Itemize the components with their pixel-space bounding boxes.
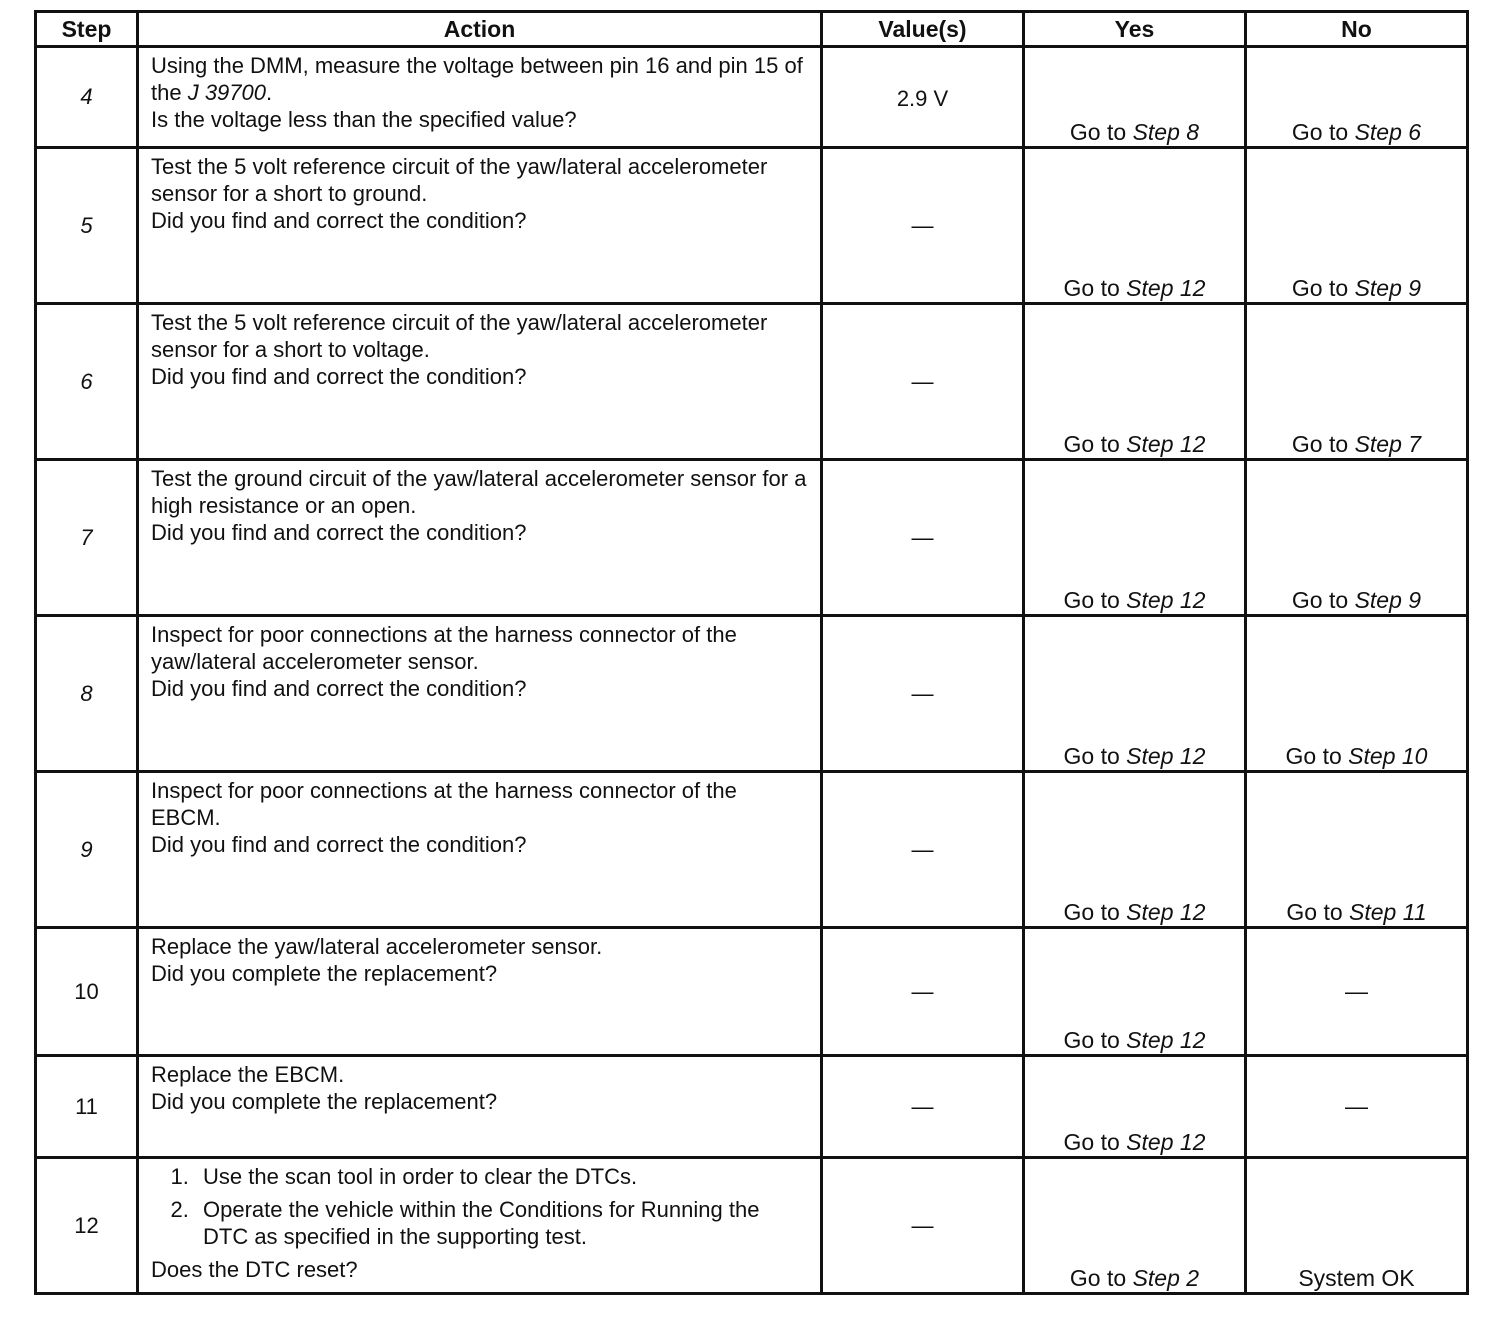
no-cell: Go to Step 10 <box>1246 616 1468 772</box>
no-step-link: Step 9 <box>1354 587 1422 613</box>
value-cell: 2.9 V <box>822 47 1024 148</box>
action-question: Did you find and correct the condition? <box>151 208 527 233</box>
value-cell: — <box>822 304 1024 460</box>
table-row <box>36 304 1468 460</box>
no-cell: Go to Step 7 <box>1246 304 1468 460</box>
step-number: 12 <box>36 1158 138 1294</box>
no-cell: Go to Step 11 <box>1246 772 1468 928</box>
no-step-link: Step 10 <box>1348 743 1428 769</box>
diagnostic-table <box>34 10 1469 1295</box>
no-cell: — <box>1246 1056 1468 1158</box>
yes-cell: Go to Step 8 <box>1024 47 1246 148</box>
step-number: 7 <box>36 460 138 616</box>
action-question: Did you complete the replacement? <box>151 1089 498 1114</box>
action-text: Test the 5 volt reference circuit of the yaw/lateral accelerometer sensor for a short to ground. <box>151 154 768 206</box>
action-cell <box>138 148 822 304</box>
no-cell: Go to Step 9 <box>1246 148 1468 304</box>
value-cell: — <box>822 1056 1024 1158</box>
action-cell <box>138 616 822 772</box>
yes-step-link: Step 2 <box>1132 1265 1200 1291</box>
yes-cell: Go to Step 12 <box>1024 304 1246 460</box>
yes-cell: Go to Step 2 <box>1024 1158 1246 1294</box>
step-number: 8 <box>36 616 138 772</box>
header-step: Step <box>36 12 138 47</box>
yes-step-link: Step 12 <box>1126 899 1206 925</box>
action-cell <box>138 47 822 148</box>
action-cell <box>138 1056 822 1158</box>
yes-cell: Go to Step 12 <box>1024 616 1246 772</box>
step-number: 6 <box>36 304 138 460</box>
action-cell <box>138 304 822 460</box>
action-text: Using the DMM, measure the voltage between pin 16 and pin 15 of the J 39700. <box>151 53 803 105</box>
header-no: No <box>1246 12 1468 47</box>
action-text: Inspect for poor connections at the harness connector of the EBCM. <box>151 778 737 830</box>
yes-cell: Go to Step 12 <box>1024 772 1246 928</box>
yes-step-link: Step 8 <box>1132 119 1200 145</box>
action-question: Is the voltage less than the specified value? <box>151 107 577 132</box>
action-text: Test the ground circuit of the yaw/lateral accelerometer sensor for a high resistance or an open. <box>151 466 807 518</box>
table-row <box>36 772 1468 928</box>
value-cell: — <box>822 928 1024 1056</box>
yes-step-link: Step 12 <box>1126 743 1206 769</box>
table-row <box>36 616 1468 772</box>
table-row <box>36 1056 1468 1158</box>
list-item: 2. Operate the vehicle within the Conditions for Running the DTC as specified in the supporting test. <box>195 1196 810 1250</box>
table-row <box>36 47 1468 148</box>
header-values: Value(s) <box>822 12 1024 47</box>
value-cell: — <box>822 616 1024 772</box>
step-number: 11 <box>36 1056 138 1158</box>
no-cell: Go to Step 9 <box>1246 460 1468 616</box>
table-row <box>36 1158 1468 1294</box>
value-cell: — <box>822 1158 1024 1294</box>
action-question: Did you find and correct the condition? <box>151 364 527 389</box>
no-cell: System OK <box>1246 1158 1468 1294</box>
header-yes: Yes <box>1024 12 1246 47</box>
no-cell: — <box>1246 928 1468 1056</box>
value-cell: — <box>822 772 1024 928</box>
step-number: 10 <box>36 928 138 1056</box>
yes-cell: Go to Step 12 <box>1024 460 1246 616</box>
yes-step-link: Step 12 <box>1126 1027 1206 1053</box>
action-question: Did you find and correct the condition? <box>151 832 527 857</box>
table-row <box>36 928 1468 1056</box>
header-row <box>36 12 1468 47</box>
table-row <box>36 148 1468 304</box>
action-steps-list <box>151 1163 810 1256</box>
yes-step-link: Step 12 <box>1126 1129 1206 1155</box>
table-row <box>36 460 1468 616</box>
no-step-link: Step 6 <box>1354 119 1422 145</box>
action-cell <box>138 928 822 1056</box>
action-question: Did you complete the replacement? <box>151 961 498 986</box>
action-text: Replace the yaw/lateral accelerometer sensor. <box>151 934 603 959</box>
action-text: Test the 5 volt reference circuit of the yaw/lateral accelerometer sensor for a short to voltage. <box>151 310 768 362</box>
step-number: 5 <box>36 148 138 304</box>
action-question: Did you find and correct the condition? <box>151 676 527 701</box>
no-step-link: Step 11 <box>1349 899 1427 925</box>
yes-step-link: Step 12 <box>1126 275 1206 301</box>
action-cell <box>138 1158 822 1294</box>
action-question: Did you find and correct the condition? <box>151 520 527 545</box>
yes-step-link: Step 12 <box>1126 431 1206 457</box>
yes-cell: Go to Step 12 <box>1024 928 1246 1056</box>
list-item: 1. Use the scan tool in order to clear the DTCs. <box>195 1163 810 1190</box>
no-step-link: Step 7 <box>1354 431 1422 457</box>
yes-step-link: Step 12 <box>1126 587 1206 613</box>
action-cell <box>138 460 822 616</box>
action-cell <box>138 772 822 928</box>
tool-ref: J 39700 <box>187 80 266 105</box>
value-cell: — <box>822 148 1024 304</box>
no-cell: Go to Step 6 <box>1246 47 1468 148</box>
no-step-link: Step 9 <box>1354 275 1422 301</box>
value-cell: — <box>822 460 1024 616</box>
step-number: 9 <box>36 772 138 928</box>
header-action: Action <box>138 12 822 47</box>
action-question: Does the DTC reset? <box>151 1257 358 1282</box>
yes-cell: Go to Step 12 <box>1024 1056 1246 1158</box>
action-text: Inspect for poor connections at the harness connector of the yaw/lateral accelerometer sensor. <box>151 622 737 674</box>
yes-cell: Go to Step 12 <box>1024 148 1246 304</box>
step-number: 4 <box>36 47 138 148</box>
action-text: Replace the EBCM. <box>151 1062 345 1087</box>
